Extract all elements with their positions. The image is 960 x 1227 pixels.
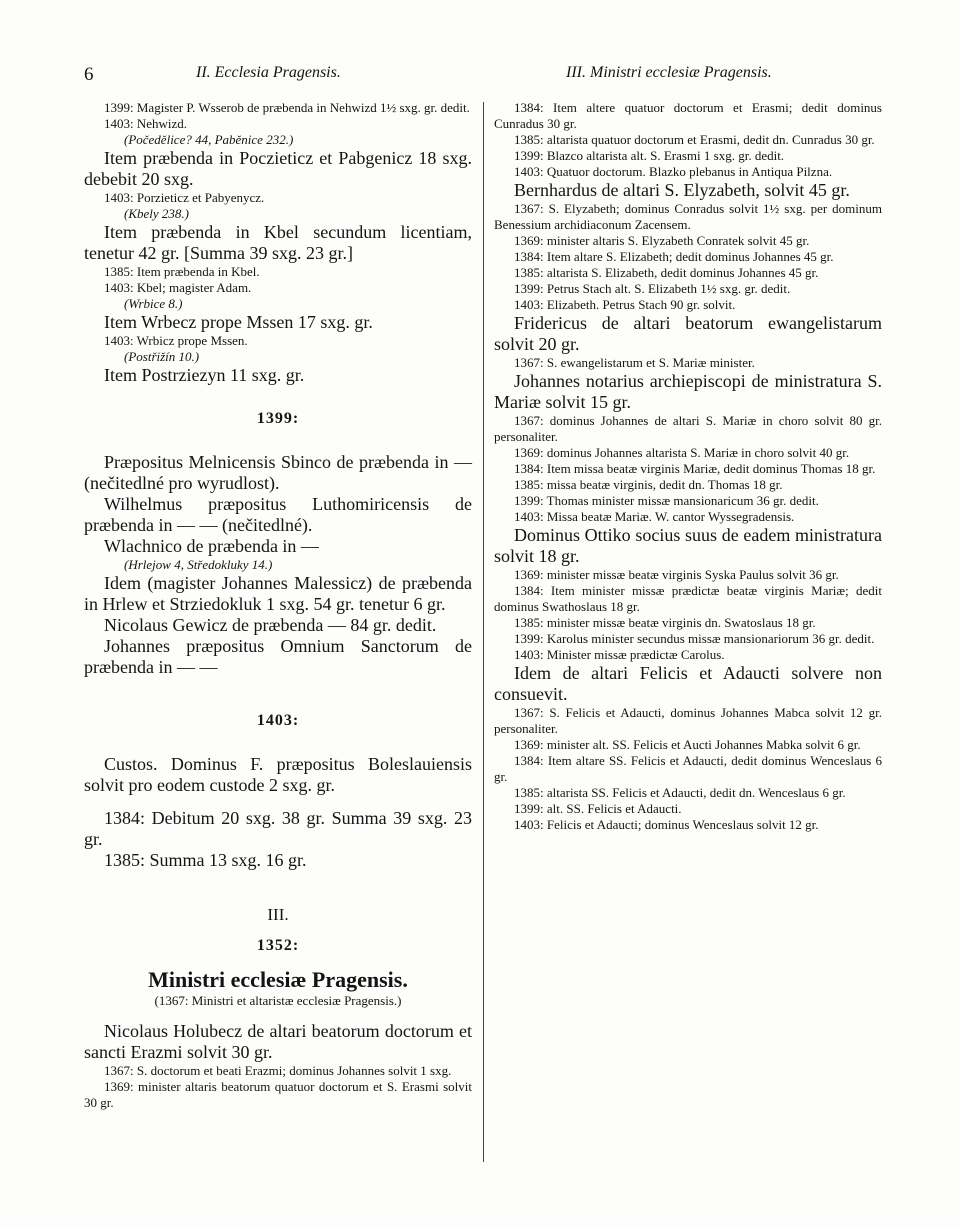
entry-note: 1384: Item minister missæ prædictæ beatæ virginis Mariæ; dedit dominus Swathoslaus 18 gr. (494, 583, 882, 614)
entry-main: Præpositus Melnicensis Sbinco de præbenda in — (nečitedlné pro wyrudlost). (84, 452, 472, 493)
entry-note: 1403: Nehwizd. (104, 116, 188, 131)
entry-main: Nicolaus Gewicz de præbenda — 84 gr. dedit. (104, 615, 437, 635)
section-year: 1352: (256, 937, 300, 954)
entry-note: 1367: S. ewangelistarum et S. Mariæ minister. (514, 355, 755, 370)
entry-note: 1369: minister altaris S. Elyzabeth Conratek solvit 45 gr. (514, 233, 810, 248)
entry-main: Fridericus de altari beatorum ewangelistarum solvit 20 gr. (494, 313, 882, 354)
entry-note: 1385: altarista S. Elizabeth, dedit dominus Johannes 45 gr. (514, 265, 819, 280)
entry-main: Johannes præpositus Omnium Sanctorum de præbenda in — — (84, 636, 472, 677)
entry-note: 1385: minister missæ beatæ virginis dn. Swatoslaus 18 gr. (514, 615, 816, 630)
section-numeral: III. (267, 905, 289, 924)
entry-note: 1384: Item altare SS. Felicis et Adaucti, dedit dominus Wenceslaus 6 gr. (494, 753, 882, 784)
place-reference: (Postřižín 10.) (124, 349, 200, 364)
entry-main: Item præbenda in Kbel secundum licentiam, tenetur 42 gr. [Summa 39 sxg. 23 gr.] (84, 222, 472, 263)
entry-note: 1384: Item missa beatæ virginis Mariæ, dedit dominus Thomas 18 gr. (514, 461, 876, 476)
place-reference: (Hrlejow 4, Středokluky 14.) (124, 557, 273, 572)
entry-note: 1385: missa beatæ virginis, dedit dn. Thomas 18 gr. (514, 477, 783, 492)
entry-note: 1403: Kbel; magister Adam. (104, 280, 252, 295)
entry-note: 1367: S. doctorum et beati Erazmi; dominus Johannes solvit 1 sxg. (104, 1063, 452, 1078)
entry-main: Johannes notarius archiepiscopi de ministratura S. Mariæ solvit 15 gr. (494, 371, 882, 412)
entry-note: 1385: altarista SS. Felicis et Adaucti, dedit dn. Wenceslaus 6 gr. (514, 785, 846, 800)
entry-note: 1403: Quatuor doctorum. Blazko plebanus in Antiqua Pilzna. (514, 164, 833, 179)
entry-main: 1385: Summa 13 sxg. 16 gr. (104, 850, 307, 870)
entry-main: Bernhardus de altari S. Elyzabeth, solvit 45 gr. (514, 180, 850, 200)
entry-note: 1403: Missa beatæ Mariæ. W. cantor Wyssegradensis. (514, 509, 795, 524)
entry-note: 1369: minister alt. SS. Felicis et Aucti Johannes Mabka solvit 6 gr. (514, 737, 861, 752)
entry-note: 1403: Wrbicz prope Mssen. (104, 333, 248, 348)
entry-note: 1403: Felicis et Adaucti; dominus Wenceslaus solvit 12 gr. (514, 817, 819, 832)
entry-note: 1399: Thomas minister missæ mansionaricum 36 gr. dedit. (514, 493, 819, 508)
section-subtitle: (1367: Ministri et altaristæ ecclesiæ Pragensis.) (154, 993, 402, 1008)
entry-main: Wlachnico de præbenda in — (104, 536, 319, 556)
place-reference: (Wrbice 8.) (124, 296, 183, 311)
entry-main: Wilhelmus præpositus Luthomiricensis de præbenda in — — (nečitedlné). (84, 494, 472, 535)
entry-note: 1403: Porzieticz et Pabyenycz. (104, 190, 265, 205)
entry-main: Item Postrziezyn 11 sxg. gr. (104, 365, 305, 385)
left-column (84, 100, 472, 1111)
running-head-right: III. Ministri ecclesiæ Pragensis. (566, 64, 772, 81)
entry-main: 1384: Debitum 20 sxg. 38 gr. Summa 39 sxg. 23 gr. (84, 808, 472, 849)
entry-note: 1399: Blazco altarista alt. S. Erasmi 1 sxg. gr. dedit. (514, 148, 785, 163)
entry-note: 1385: altarista quatuor doctorum et Erasmi, dedit dn. Cunradus 30 gr. (514, 132, 875, 147)
entry-main: Custos. Dominus F. præpositus Boleslauiensis solvit pro eodem custode 2 sxg. gr. (84, 754, 472, 795)
entry-note: 1367: S. Felicis et Adaucti, dominus Johannes Mabca solvit 12 gr. personaliter. (494, 705, 882, 736)
entry-main: Item Wrbecz prope Mssen 17 sxg. gr. (104, 312, 373, 332)
right-column (494, 100, 882, 833)
entry-note: 1403: Minister missæ prædictæ Carolus. (514, 647, 725, 662)
entry-note: 1367: dominus Johannes de altari S. Mariæ in choro solvit 80 gr. personaliter. (494, 413, 882, 444)
entry-note: 1384: Item altere quatuor doctorum et Erasmi; dedit dominus Cunradus 30 gr. (494, 100, 882, 131)
entry-main: Nicolaus Holubecz de altari beatorum doctorum et sancti Erazmi solvit 30 gr. (84, 1021, 472, 1062)
entry-note: 1399: Karolus minister secundus missæ mansionariorum 36 gr. dedit. (514, 631, 875, 646)
entry-note: 1399: Petrus Stach alt. S. Elizabeth 1½ sxg. gr. dedit. (514, 281, 791, 296)
entry-note: 1385: Item præbenda in Kbel. (104, 264, 260, 279)
entry-note: 1369: minister altaris beatorum quatuor doctorum et S. Erasmi solvit 30 gr. (84, 1079, 472, 1110)
entry-main: Idem (magister Johannes Malessicz) de præbenda in Hrlew et Strziedokluk 1 sxg. 54 gr. tenetur 6 gr. (84, 573, 472, 614)
entry-note: 1367: S. Elyzabeth; dominus Conradus solvit 1½ sxg. per dominum Benessium archidiaconum Zacensem. (494, 201, 882, 232)
place-reference: (Počedělice? 44, Paběnice 232.) (124, 132, 294, 147)
entry-main: Dominus Ottiko socius suus de eadem ministratura solvit 18 gr. (494, 525, 882, 566)
entry-main: Item præbenda in Poczieticz et Pabgenicz 18 sxg. debebit 20 sxg. (84, 148, 472, 189)
entry-note: 1369: dominus Johannes altarista S. Mariæ in choro solvit 40 gr. (514, 445, 850, 460)
section-heading: Ministri ecclesiæ Pragensis. (148, 967, 408, 992)
place-reference: (Kbely 238.) (124, 206, 189, 221)
column-divider (483, 102, 484, 1162)
entry-note: 1399: Magister P. Wsserob de præbenda in Nehwizd 1½ sxg. gr. dedit. (104, 100, 470, 115)
entry-note: 1369: minister missæ beatæ virginis Syska Paulus solvit 36 gr. (514, 567, 839, 582)
entry-note: 1403: Elizabeth. Petrus Stach 90 gr. solvit. (514, 297, 736, 312)
page-number: 6 (84, 64, 94, 85)
running-head-left: II. Ecclesia Pragensis. (196, 64, 341, 81)
entry-note: 1384: Item altare S. Elizabeth; dedit dominus Johannes 45 gr. (514, 249, 834, 264)
entry-main: Idem de altari Felicis et Adaucti solvere non consuevit. (494, 663, 882, 704)
entry-note: 1399: alt. SS. Felicis et Adaucti. (514, 801, 682, 816)
section-year: 1399: (256, 410, 300, 427)
section-year: 1403: (256, 712, 300, 729)
